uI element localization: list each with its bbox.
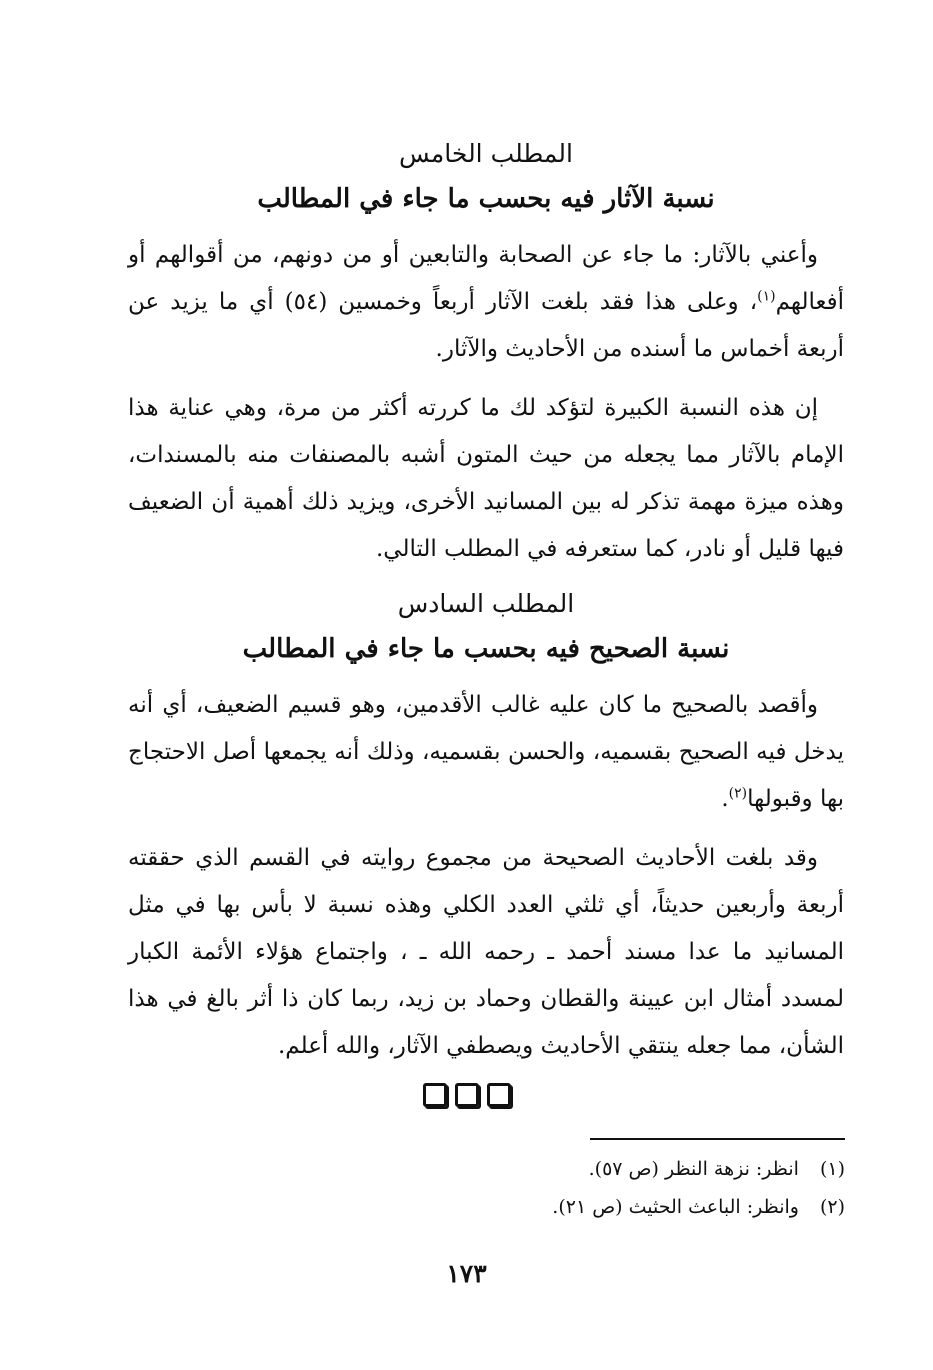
footnote-2-text: وانظر: الباعث الحثيث (ص ٢١). (552, 1196, 799, 1218)
section-six-paragraph-1-text-b: . (721, 786, 729, 812)
ornament-square-icon (455, 1083, 479, 1107)
section-five (128, 132, 844, 573)
section-five-paragraph-1-text-b: ، وعلى هذا فقد بلغت الآثار أربعاً وخمسين (٥٤) أي ما يزيد عن أربعة أخماس ما أسنده من الأحاديث والآثار. (128, 289, 844, 362)
ornament-square-icon (423, 1083, 447, 1107)
page-number: ١٧٣ (446, 1259, 487, 1288)
section-six-subtitle: نسبة الصحيح فيه بحسب ما جاء في المطالب (242, 634, 730, 664)
section-six-title: المطلب السادس (397, 589, 575, 618)
footnote-ref-2: (٢) (728, 785, 748, 802)
footnote-1-number: (١) (819, 1158, 845, 1180)
section-six-paragraph-1 (128, 682, 844, 823)
section-five-subtitle: نسبة الآثار فيه بحسب ما جاء في المطالب (257, 184, 715, 214)
section-six (128, 582, 844, 1070)
footnotes (129, 1150, 845, 1226)
section-end-ornament (0, 1083, 933, 1111)
footnote-1 (129, 1150, 845, 1188)
section-six-paragraph-1-text-a: وأقصد بالصحيح ما كان عليه غالب الأقدمين، وهو قسيم الضعيف، أي أنه يدخل فيه الصحيح بقسميه، والحسن بقسميه، وذلك أنه يجمعها أصل الاحتجاج بها وقبولها (128, 692, 844, 812)
footnote-1-text: انظر: نزهة النظر (ص ٥٧). (588, 1158, 799, 1180)
section-five-paragraph-1 (128, 232, 844, 373)
footnote-2 (129, 1188, 845, 1226)
footnote-2-number: (٢) (819, 1196, 845, 1218)
section-six-paragraph-2: وقد بلغت الأحاديث الصحيحة من مجموع روايته في القسم الذي حققته أربعة وأربعين حديثاً، أي ثلثي العدد الكلي وهذه نسبة لا بأس بها في مثل المسانيد ما عدا مسند أحمد ـ رحمه الله ـ ، واجتماع هؤلاء الأئمة الكبار لمسدد أمثال ابن عيينة والقطان وحماد بن زيد، ربما كان ذا أثر بالغ في هذا الشأن، مما جعله ينتقي الأحاديث ويصطفي الآثار، والله أعلم. (128, 845, 844, 1059)
section-five-paragraph-2: إن هذه النسبة الكبيرة لتؤكد لك ما كررته أكثر من مرة، وهي عناية هذا الإمام بالآثار مما يجعله من حيث المتون أشبه بالمصنفات منه بالمسندات، وهذه ميزة مهمة تذكر له بين المسانيد الأخرى، ويزيد ذلك أهمية أن الضعيف فيها قليل أو نادر، كما ستعرفه في المطلب التالي. (128, 395, 844, 562)
footnote-ref-1: (١) (757, 288, 776, 305)
section-five-paragraph-1-text-a: وأعني بالآثار: ما جاء عن الصحابة والتابعين أو من دونهم، من أقوالهم أو أفعالهم (128, 242, 844, 315)
footnote-divider (590, 1138, 845, 1140)
ornament-square-icon (487, 1083, 511, 1107)
section-five-title: المطلب الخامس (399, 139, 573, 168)
